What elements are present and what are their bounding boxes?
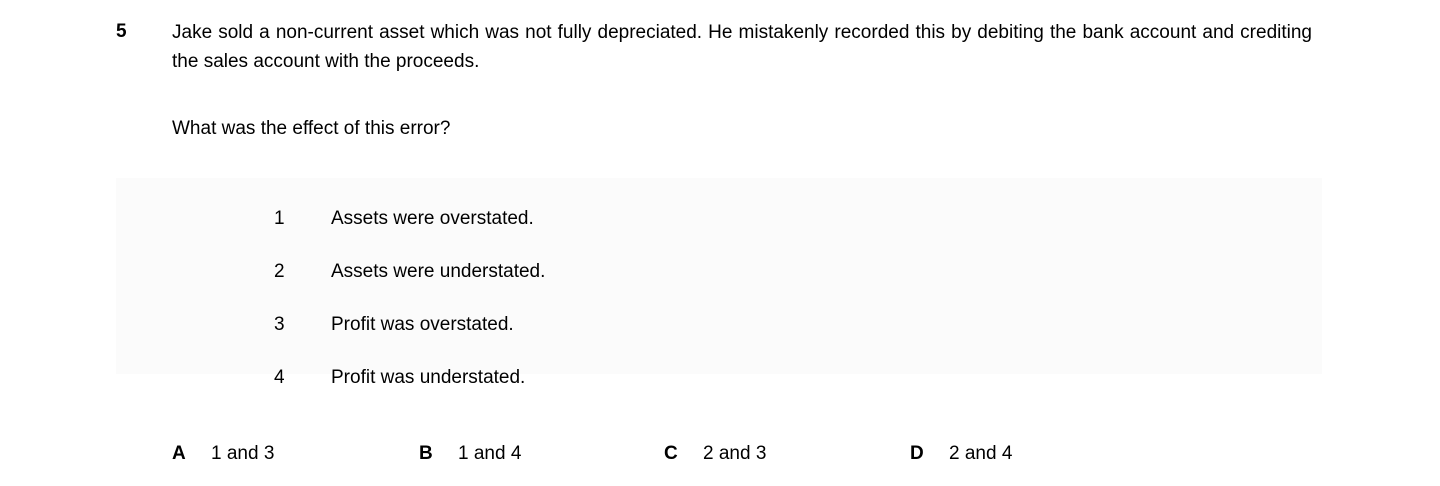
answer-option-a[interactable]	[172, 438, 274, 470]
statement-text: Assets were understated.	[331, 261, 546, 282]
option-text: 1 and 3	[211, 443, 275, 464]
statement-text: Profit was understated.	[331, 367, 526, 388]
statement-number: 3	[274, 314, 285, 335]
list-item	[116, 298, 1322, 351]
answer-options	[172, 438, 1322, 470]
option-letter: A	[172, 443, 186, 464]
statement-text: Assets were overstated.	[331, 208, 534, 229]
option-text: 2 and 3	[703, 443, 767, 464]
question-prompt: What was the effect of this error?	[172, 118, 451, 139]
statement-number: 1	[274, 208, 285, 229]
list-item	[116, 351, 1322, 404]
statement-text: Profit was overstated.	[331, 314, 514, 335]
option-letter: C	[664, 443, 678, 464]
answer-option-d[interactable]	[910, 438, 1012, 470]
statement-number: 4	[274, 367, 285, 388]
list-item	[116, 245, 1322, 298]
answer-option-b[interactable]	[419, 438, 521, 470]
question-number: 5	[116, 21, 127, 42]
statement-list	[116, 178, 1322, 388]
option-text: 2 and 4	[949, 443, 1013, 464]
question-stem: Jake sold a non-current asset which was not fully depreciated. He mistakenly recorded this by debiting the bank account and crediting the sales account with the proceeds.	[172, 22, 1312, 72]
answer-option-c[interactable]	[664, 438, 766, 470]
option-letter: B	[419, 443, 433, 464]
list-item	[116, 192, 1322, 245]
option-text: 1 and 4	[458, 443, 522, 464]
statement-number: 2	[274, 261, 285, 282]
option-letter: D	[910, 443, 924, 464]
